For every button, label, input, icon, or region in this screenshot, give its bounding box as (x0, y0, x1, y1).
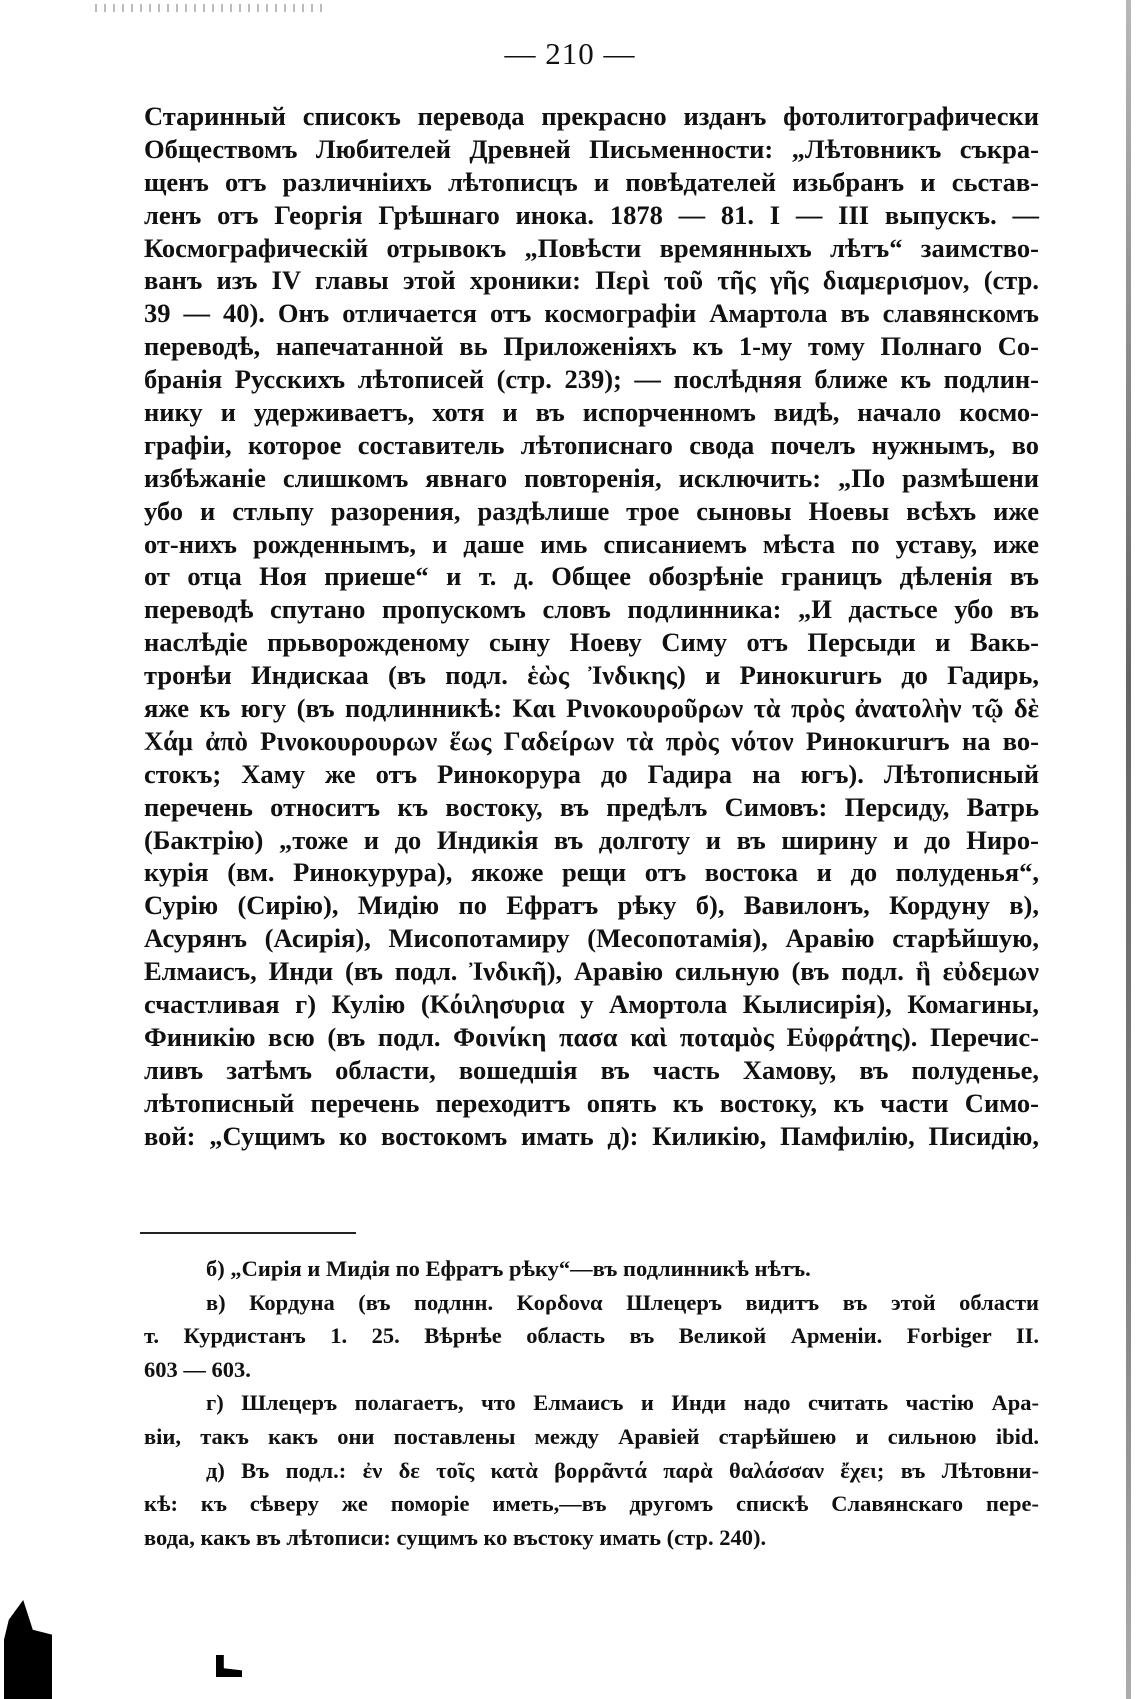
text-line: Обществомъ Любителей Древней Письменности: „Лѣтовникъ съкра- (144, 133, 1039, 164)
text-line: Елмаисъ, Инди (въ подл. Ἰνδικῆ), Аравію сильную (въ подл. ἣ εὐδεμων (144, 956, 1039, 987)
text-line: переводѣ спутано пропускомъ словъ подлинника: „И дастьсе убо въ (144, 594, 1039, 625)
text-line: счастливая г) Кулію (Κόιλησυρια у Амортола Кылисирія), Комагины, (144, 989, 1039, 1020)
text-line: нику и удерживаетъ, хотя и въ испорченномъ видѣ, начало космо- (144, 397, 1039, 428)
main-text-block (144, 100, 1039, 1153)
text-line: Сурію (Сирію), Мидію по Ефратъ рѣку б), Вавилонъ, Кордуну в), (144, 890, 1039, 921)
text-line: Асурянъ (Асирія), Мисопотамиру (Месопотамія), Аравію старѣйшую, (144, 923, 1039, 954)
text-line: щенъ отъ различніихъ лѣтописцъ и повѣдателей изьбранъ и сьстав- (144, 166, 1039, 197)
footnote-line: 603 — 603. (144, 1356, 251, 1382)
text-line: ленъ отъ Георгія Грѣшнаго инока. 1878 — 81. I — III выпускъ. — (144, 199, 1039, 230)
page-number: — 210 — (504, 36, 636, 71)
text-line: тронѣи Индискаа (въ подл. ἑὼς Ἰνδικης) и Ринокururь до Гадирь, (144, 660, 1039, 691)
text-line: перечень относитъ къ востоку, въ предѣлъ Симовъ: Персиду, Ватрь (144, 791, 1039, 822)
text-line: лѣтописный перечень переходитъ опять къ востоку, къ части Симо- (144, 1087, 1039, 1118)
text-line: убо и стльпу разорения, раздѣлише трое сыновы Ноевы всѣхъ иже (144, 495, 1039, 526)
text-line: от отца Ноя приеше“ и т. д. Общее обозрѣніе границъ дѣленія въ (144, 561, 1039, 592)
text-line: избѣжаніе слишкомъ явнаго повторенія, исключить: „По размѣшени (144, 462, 1039, 493)
text-line: ливъ затѣмъ области, вошедшія въ часть Хамову, въ полуденье, (144, 1054, 1039, 1085)
text-line: яже къ югу (въ подлинникѣ: Και Ρινοκουροῦρων τὰ πρὸς ἀνατολὴν τῷ δὲ (144, 693, 1039, 724)
text-line: Космографическій отрывокъ „Повѣсти времянныхъ лѣтъ“ заимство- (144, 232, 1039, 263)
scan-noise-top (95, 4, 325, 12)
footnote-line: вода, какъ въ лѣтописи: сущимъ ко въстоку имать (стр. 240). (144, 1524, 767, 1550)
footnote-line: б) „Сирія и Мидія по Ефратъ рѣку“—въ подлинникѣ нѣтъ. (206, 1256, 811, 1281)
footnote-separator (140, 1232, 356, 1234)
footnote-line: віи, такъ какъ они поставлены между Аравіей старѣйшею и сильною ibid. (144, 1423, 1039, 1449)
text-line: Финикію всю (въ подл. Φοινίκη πασα καὶ ποταμὸς Εὐφράτης). Перечис- (144, 1021, 1039, 1052)
text-line: бранія Русскихъ лѣтописей (стр. 239); — послѣдняя ближе къ подлин- (144, 364, 1039, 395)
text-line: вой: „Сущимъ ко востокомъ имать д): Киликію, Памфилію, Писидію, (144, 1120, 1039, 1151)
text-line: наслѣдіе прьворожденому сыну Ноеву Симу отъ Персыди и Вакь- (144, 627, 1039, 658)
footnote-line: кѣ: къ сѣверу же поморіе иметь,—въ другомъ спискѣ Славянскаго пере- (144, 1491, 1039, 1517)
text-line: стокъ; Хаму же отъ Ринокорура до Гадира на югъ). Лѣтописный (144, 758, 1039, 789)
footnote-line: т. Курдистанъ 1. 25. Вѣрнѣе область въ Великой Арменіи. Forbiger II. (144, 1323, 1039, 1349)
text-line: Χάμ ἀπὸ Ρινοκουρουρων ἕως Γαδείρων τὰ πρὸς νότον Ринокururъ на во- (144, 725, 1039, 756)
text-line: ванъ изъ IV главы этой хроники: Περὶ τοῦ τῆς γῆς διαμερισμον, (стр. (144, 265, 1039, 296)
text-line: графіи, которое составитель лѣтописнаго свода почелъ нужнымъ, во (144, 429, 1039, 460)
text-line: 39 — 40). Онъ отличается отъ космографіи Амартола въ славянскомъ (144, 298, 1039, 329)
text-line: от-нихъ рожденнымъ, и даше имь списаниемъ мѣста по уставу, иже (144, 528, 1039, 559)
text-line: (Бактрію) „тоже и до Индикія въ долготу и въ ширину и до Ниро- (144, 824, 1039, 855)
scan-corner-mark (216, 1655, 242, 1677)
text-line: переводѣ, напечатанной вь Приложеніяхъ къ 1-му тому Полнаго Со- (144, 331, 1039, 362)
footnote-line: д) Въ подл.: ἐν δε τοῖς κατὰ βορρᾶντά παρὰ θαλάσσαν ἔχει; въ Лѣтовни- (206, 1457, 1039, 1483)
text-line: Старинный списокъ перевода прекрасно изданъ фотолитографически (144, 101, 1039, 131)
footnotes-block (144, 1252, 1039, 1554)
footnote-line: в) Кордуна (въ подлнн. Κορδονα Шлецеръ видитъ въ этой области (206, 1289, 1039, 1315)
footnote-line: г) Шлецеръ полагаетъ, что Елмаисъ и Инди надо считать частію Ара- (206, 1390, 1039, 1416)
text-line: курія (вм. Ринокурура), якоже рещи отъ востока и до полуденья“, (144, 857, 1039, 888)
scan-blot-mark (4, 1600, 52, 1699)
scan-page-edge (1126, 0, 1131, 1699)
